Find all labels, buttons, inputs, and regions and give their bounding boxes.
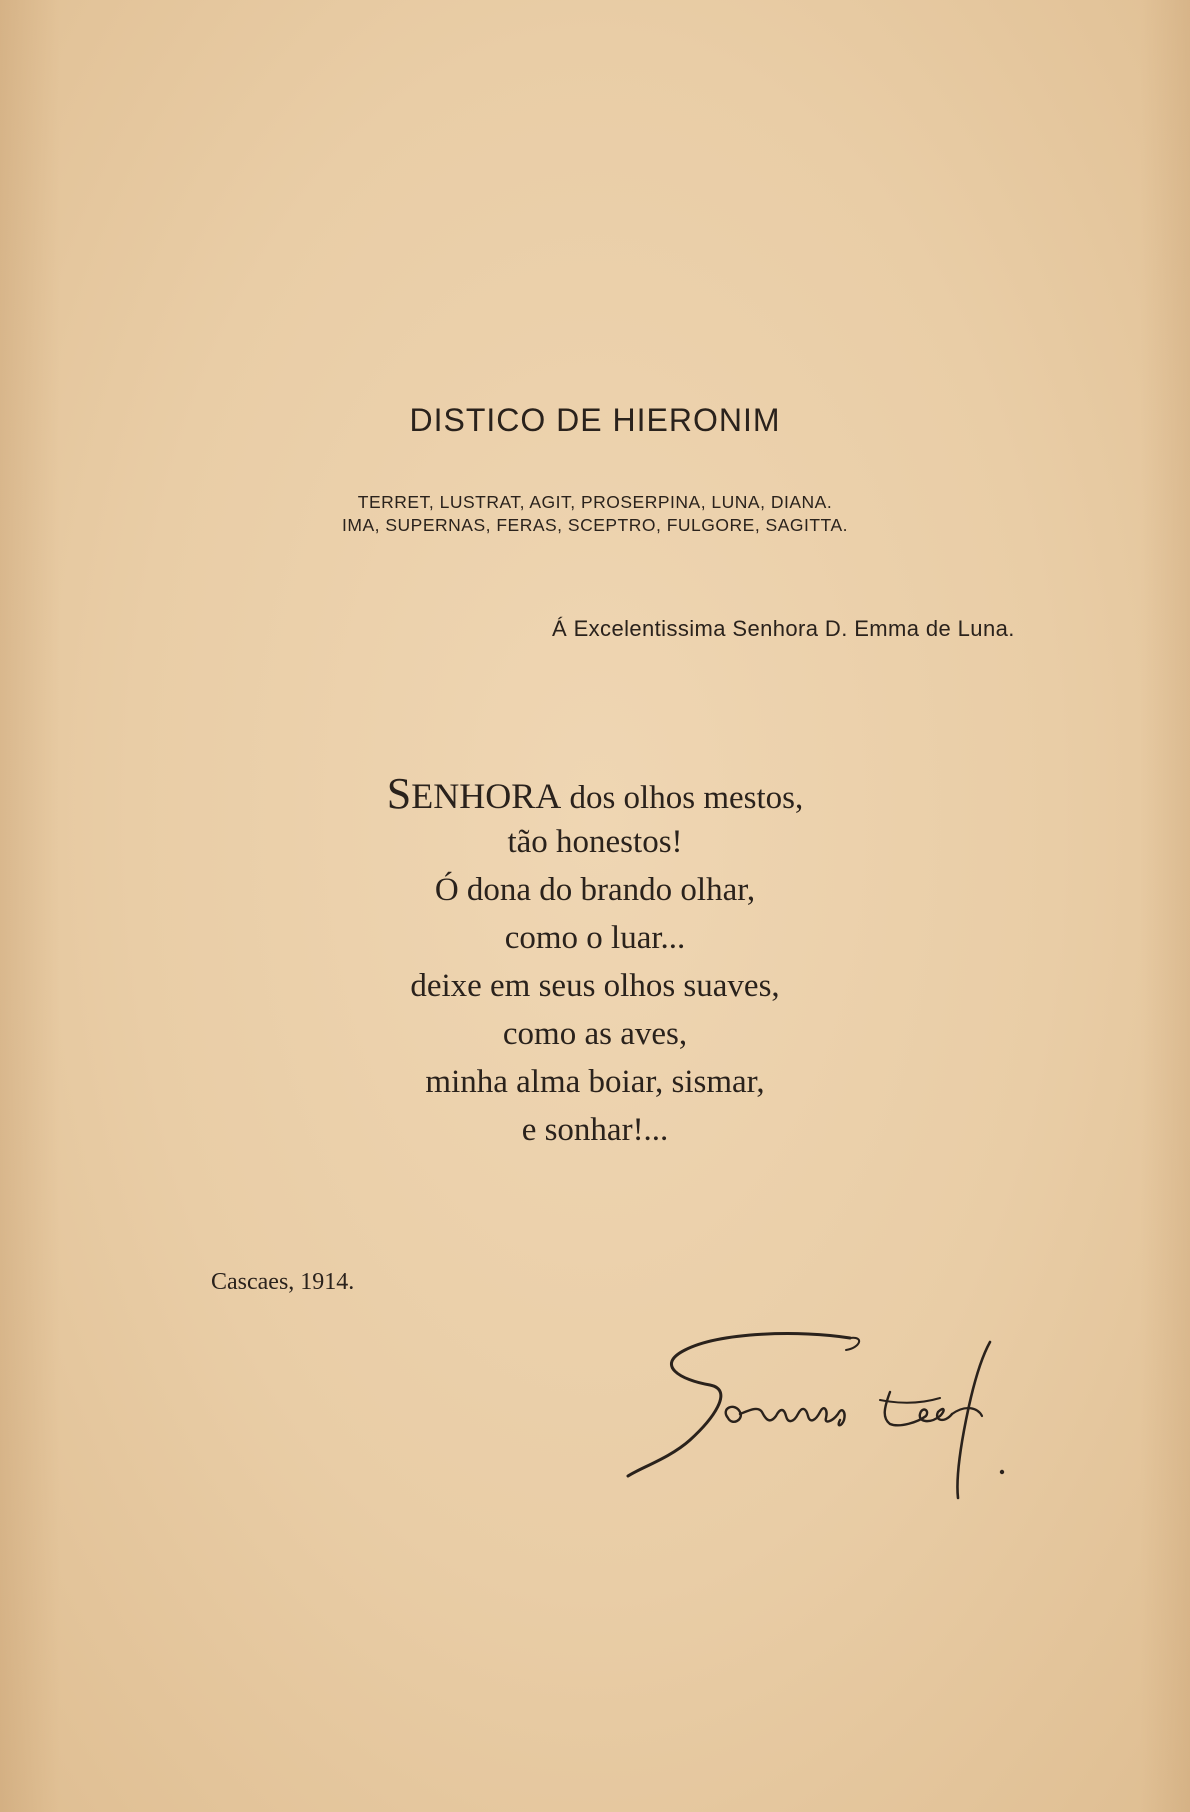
poem-line-1 (0, 770, 1190, 818)
poem-line-7: minha alma boiar, sismar, (425, 1064, 765, 1100)
poem-line-1-rest: dos olhos mestos, (561, 780, 804, 816)
poem-initial: S (386, 769, 412, 818)
handwritten-signature (600, 1300, 1040, 1530)
poem-line-2: tão honestos! (507, 824, 683, 860)
poem-line-5: deixe em seus olhos suaves, (410, 968, 780, 1004)
motto-line-2: IMA, SUPERNAS, FERAS, SCEPTRO, FULGORE, SAGITTA. (342, 515, 848, 535)
poem-line-8: e sonhar!... (521, 1112, 669, 1148)
poem-line-6: como as aves, (502, 1016, 688, 1052)
motto-line-1: TERRET, LUSTRAT, AGIT, PROSERPINA, LUNA, DIANA. (357, 492, 833, 512)
page-title: DISTICO DE HIERONIM (409, 402, 781, 438)
poem-line-3: Ó dona do brando olhar, (434, 872, 756, 908)
dedication: Á Excelentissima Senhora D. Emma de Luna. (552, 616, 1015, 641)
poem (0, 770, 1190, 1154)
poem-line-4: como o luar... (504, 920, 686, 956)
poem-opening-word: ENHORA (411, 776, 562, 816)
place-date: Cascaes, 1914. (211, 1269, 355, 1295)
